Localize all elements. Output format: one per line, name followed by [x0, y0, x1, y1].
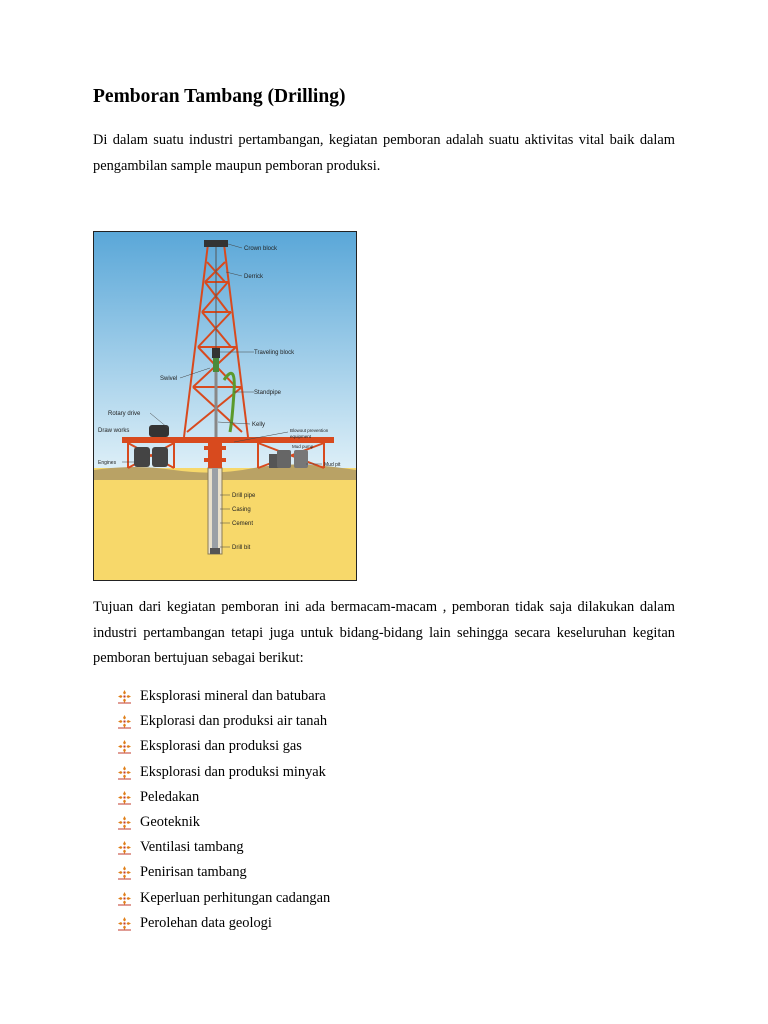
diamond-bullet-icon	[117, 790, 132, 805]
diamond-bullet-icon	[117, 840, 132, 855]
label-swivel: Swivel	[160, 376, 178, 382]
label-kelly: Kelly	[252, 422, 266, 428]
list-item-text: Penirisan tambang	[140, 864, 247, 881]
label-mud-pump: Mud pump	[292, 444, 314, 449]
list-item	[117, 886, 330, 911]
label-cement: Cement	[232, 521, 254, 527]
drilling-rig-illustration	[94, 232, 356, 580]
label-casing: Casing	[232, 507, 251, 513]
label-rotary-drive: Rotary drive	[108, 411, 141, 417]
list-item-text: Ventilasi tambang	[140, 839, 244, 856]
diamond-bullet-icon	[117, 815, 132, 830]
list-item-text: Ekplorasi dan produksi air tanah	[140, 713, 328, 730]
list-item-text: Eksplorasi dan produksi gas	[140, 738, 302, 755]
diamond-bullet-icon	[117, 891, 132, 906]
purpose-paragraph: Tujuan dari kegiatan pemboran ini ada bermacam-macam , pemboran tidak saja dilakukan dalam industri pertambangan tetapi juga untuk bidang-bidang lain sehingga secara keseluruhan kegitan pemboran bertujuan sebagai berikut:	[93, 599, 675, 666]
label-engines: Engines	[98, 460, 117, 466]
list-item	[117, 860, 330, 885]
purpose-list	[117, 684, 330, 936]
diamond-bullet-icon	[117, 689, 132, 704]
list-item-text: Geoteknik	[140, 814, 200, 831]
list-item-text: Eksplorasi mineral dan batubara	[140, 688, 326, 705]
label-drill-bit: Drill bit	[232, 545, 251, 551]
label-standpipe: Standpipe	[254, 390, 282, 396]
label-derrick: Derrick	[244, 274, 263, 280]
label-blowout-2: equipment	[290, 434, 312, 439]
page-title: Pemboran Tambang (Drilling)	[93, 86, 346, 107]
list-item-text: Perolehan data geologi	[140, 914, 272, 931]
intro-paragraph: Di dalam suatu industri pertambangan, kegiatan pemboran adalah suatu aktivitas vital baik dalam pengambilan sample maupun pemboran produksi.	[93, 132, 675, 174]
diamond-bullet-icon	[117, 865, 132, 880]
list-item	[117, 911, 330, 936]
label-mud-pit: Mud pit	[324, 462, 341, 468]
list-item	[117, 835, 330, 860]
list-item	[117, 810, 330, 835]
drilling-rig-diagram	[93, 231, 357, 581]
diamond-bullet-icon	[117, 714, 132, 729]
list-item	[117, 684, 330, 709]
label-blowout-1: Blowout prevention	[290, 428, 329, 433]
label-crown-block: Crown block	[244, 246, 278, 252]
list-item	[117, 734, 330, 759]
list-item	[117, 760, 330, 785]
list-item	[117, 709, 330, 734]
list-item-text: Eksplorasi dan produksi minyak	[140, 763, 326, 780]
label-traveling-block: Traveling block	[254, 350, 295, 356]
list-item	[117, 785, 330, 810]
list-item-text: Peledakan	[140, 788, 200, 805]
diamond-bullet-icon	[117, 765, 132, 780]
list-item-text: Keperluan perhitungan cadangan	[140, 889, 331, 906]
diamond-bullet-icon	[117, 739, 132, 754]
diamond-bullet-icon	[117, 916, 132, 931]
label-drill-pipe: Drill pipe	[232, 493, 256, 499]
label-draw-works: Draw works	[98, 428, 130, 434]
